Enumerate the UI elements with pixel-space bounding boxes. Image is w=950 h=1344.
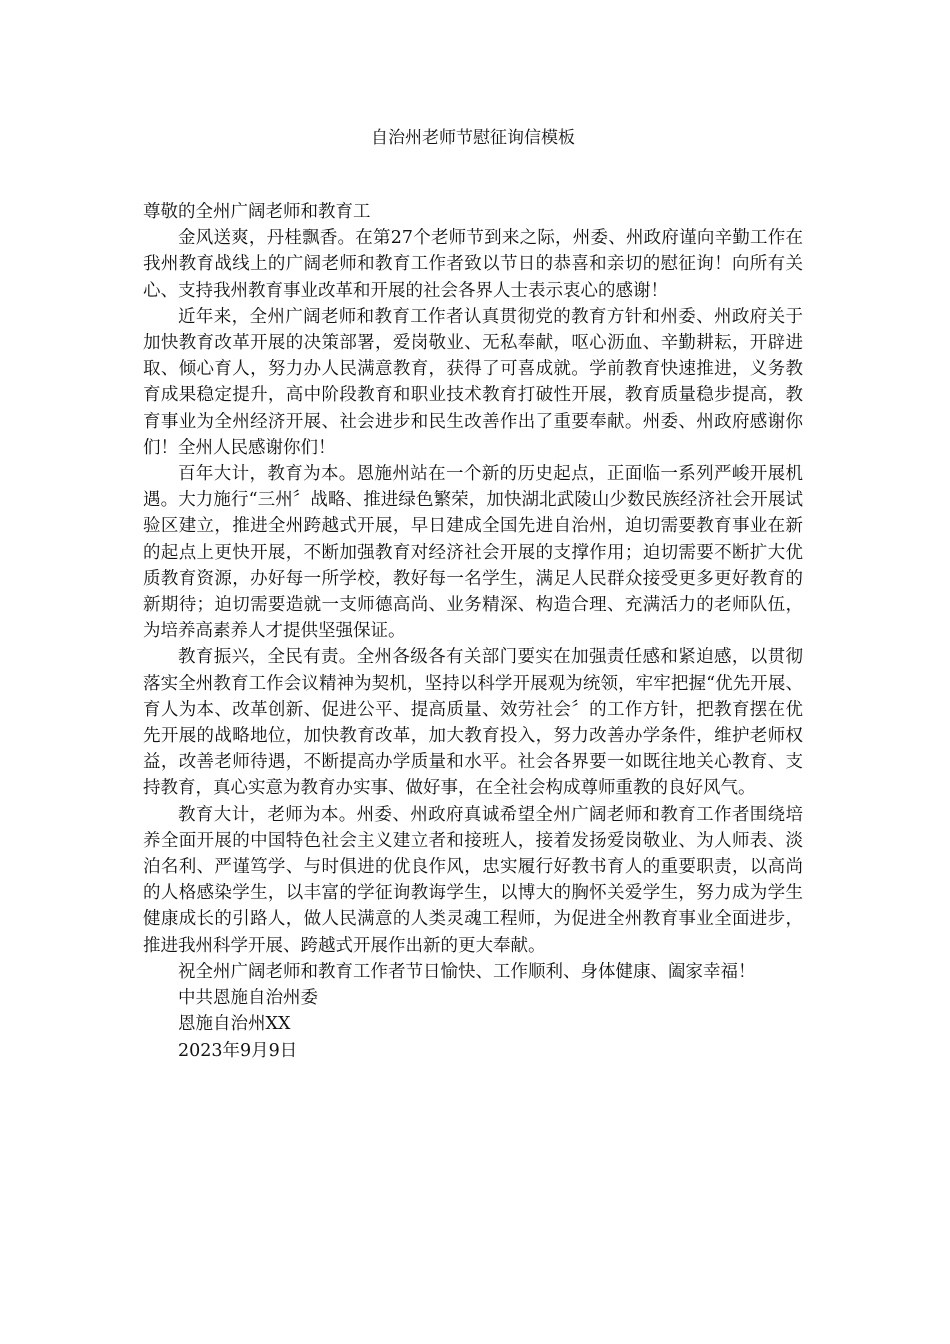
paragraph-greeting: 金风送爽，丹桂飘香。在第27个老师节到来之际，州委、州政府谨向辛勤工作在我州教育战线上的广阔老师和教育工作者致以节日的恭喜和亲切的慰征询！向所有关心、支持我州教育事业改革和开展的社会各界人士表示衷心的感谢！ (143, 228, 803, 301)
signature-government: 恩施自治州XX (178, 1014, 291, 1035)
document-title: 自治州老师节慰征询信模板 (371, 128, 575, 148)
paragraph-achievements: 近年来，全州广阔老师和教育工作者认真贯彻党的教育方针和州委、州政府关于加快教育改革开展的决策部署，爱岗敬业、无私奉献，呕心沥血、辛勤耕耘，开辟进取、倾心育人，努力办人民满意教育，获得了可喜成就。学前教育快速推进，义务教育成果稳定提升，高中阶段教育和职业技术教育打破性开展，教育质量稳步提高，教育事业为全州经济开展、社会进步和民生改善作出了重要奉献。州委、州政府感谢你们！全州人民感谢你们！ (143, 306, 803, 458)
letter-body (143, 199, 803, 1064)
paragraph-wishes: 祝全州广阔老师和教育工作者节日愉快、工作顺利、身体健康、阖家幸福！ (178, 961, 756, 982)
salutation: 尊敬的全州广阔老师和教育工 (143, 202, 371, 222)
paragraph-responsibility: 教育振兴，全民有责。全州各级各有关部门要实在加强责任感和紧迫感，以贯彻落实全州教育工作会议精神为契机，坚持以科学开展观为统领，牢牢把握“优先开展、育人为本、改革创新、促进公平、提高质量、效劳社会〞的工作方针，把教育摆在优先开展的战略地位，加快教育改革，加大教育投入，努力改善办学条件，维护老师权益，改善老师待遇，不断提高办学质量和水平。社会各界要一如既往地关心教育、支持教育，真心实意为教育办实事、做好事，在全社会构成尊师重教的良好风气。 (143, 647, 803, 799)
paragraph-hopes: 教育大计，老师为本。州委、州政府真诚希望全州广阔老师和教育工作者围绕培养全面开展的中国特色社会主义建立者和接班人，接着发扬爱岗敬业、为人师表、淡泊名利、严谨笃学、与时俱进的优良作风，忠实履行好教书育人的重要职责，以高尚的人格感染学生，以丰富的学征询教诲学生，以博大的胸怀关爱学生，努力成为学生健康成长的引路人，做人民满意的人类灵魂工程师，为促进全州教育事业全面进步，推进我州科学开展、跨越式开展作出新的更大奉献。 (143, 804, 803, 956)
signature-party-committee: 中共恩施自治州委 (178, 988, 318, 1009)
paragraph-opportunities: 百年大计，教育为本。恩施州站在一个新的历史起点，正面临一系列严峻开展机遇。大力施行“三州〞战略、推进绿色繁荣，加快湖北武陵山少数民族经济社会开展试验区建立，推进全州跨越式开展，早日建成全国先进自治州，迫切需要教育事业在新的起点上更快开展，不断加强教育对经济社会开展的支撑作用；迫切需要不断扩大优质教育资源，办好每一所学校，教好每一名学生，满足人民群众接受更多更好教育的新期待；迫切需要造就一支师德高尚、业务精深、构造合理、充满活力的老师队伍，为培养高素养人才提供坚强保证。 (143, 464, 803, 642)
signature-date: 2023年9月9日 (178, 1040, 298, 1061)
